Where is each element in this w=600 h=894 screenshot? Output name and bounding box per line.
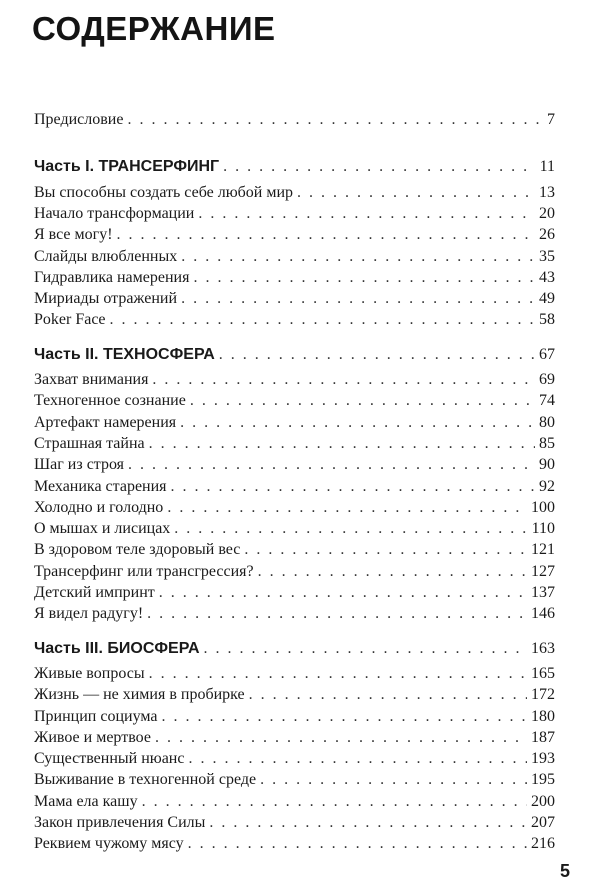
toc-entry-title: В здоровом теле здоровый вес [34,541,241,559]
toc-part-heading [34,639,555,659]
toc-entry-page: 49 [539,290,555,308]
toc-entry-page: 26 [539,226,555,244]
dot-leader [127,110,543,130]
toc-entry [34,685,555,705]
toc-entry-page: 43 [539,268,555,286]
toc-entry [34,604,555,624]
dot-leader [149,434,535,454]
toc-entry-page: 67 [539,345,555,363]
toc-entry-title: Закон привлечения Силы [34,814,206,831]
toc-part-heading [34,345,555,365]
toc-entry [34,664,555,684]
dot-leader [181,247,535,267]
toc-entry-page: 85 [539,434,555,452]
dot-leader [188,834,527,854]
toc-entry-page: 165 [531,664,555,682]
dot-leader [297,183,535,203]
toc-entry-page: 74 [539,392,555,410]
dot-leader [159,583,527,603]
dot-leader [162,707,528,727]
dot-leader [110,310,535,330]
toc-entry-title: Реквием чужому мясу [34,835,184,853]
dot-leader [174,519,527,539]
toc-entry-title: Выживание в техногенной среде [34,771,257,789]
toc-part-heading [34,157,555,177]
toc-entry-page: 127 [531,562,555,580]
toc-entry [34,770,555,790]
dot-leader [180,413,535,433]
toc-entry [34,583,555,603]
toc-entry [34,707,555,727]
toc-entry-page: 200 [531,792,555,810]
toc-entry-page: 172 [531,686,555,704]
toc-entry-title: Жизнь — не химия в пробирке [34,686,245,704]
toc-entry-page: 20 [539,204,555,222]
toc-entry [34,792,555,812]
dot-leader [244,540,527,560]
toc-entry-title: Захват внимания [34,371,149,388]
dot-leader [171,477,535,497]
toc-entry [34,310,555,330]
toc-entry-title: Техногенное сознание [34,392,186,410]
dot-leader [193,268,535,288]
toc-entry-title: Начало трансформации [34,204,195,222]
dot-leader [152,370,535,390]
toc-entry [34,477,555,497]
dot-leader [209,813,527,833]
toc-entry-title: Часть III. БИОСФЕРА [34,639,200,657]
toc-entry-title: Часть I. ТРАНСЕРФИНГ [34,158,220,176]
toc-entry-title: Живые вопросы [34,664,145,682]
dot-leader [155,728,527,748]
toc-entry-page: 121 [531,541,555,559]
toc-entry-title: Страшная тайна [34,434,145,452]
toc-entry-page: 11 [539,158,555,176]
toc-entry-page: 90 [539,456,555,474]
toc-entry [34,110,555,130]
toc-entry-title: Предисловие [34,111,124,128]
toc-entry-title: Я все могу! [34,226,113,244]
toc-entry [34,813,555,833]
toc-entry-page: 146 [531,605,555,623]
toc-entry-title: Я видел радугу! [34,605,144,623]
toc-entry-page: 13 [539,183,555,201]
toc-entry-title: Трансерфинг или трансгрессия? [34,562,254,580]
toc-entry [34,540,555,560]
toc-entry [34,519,555,539]
dot-leader [128,455,535,475]
toc-entry-title: Гидравлика намерения [34,268,190,286]
toc-entry [34,391,555,411]
toc-entry [34,289,555,309]
toc-entry-page: 110 [531,520,555,538]
toc-entry-title: Мама ела кашу [34,792,138,810]
dot-leader [142,792,527,812]
toc-entry-page: 92 [539,477,555,495]
dot-leader [249,685,527,705]
toc-entry-title: Существенный нюанс [34,750,185,768]
toc-entry-page: 69 [539,371,555,388]
toc-entry-page: 187 [531,728,555,746]
page-number: 5 [559,861,570,881]
toc-entry [34,247,555,267]
toc-entry-title: Слайды влюбленных [34,247,178,265]
toc-entry [34,562,555,582]
toc-entry-page: 207 [531,814,555,831]
toc-entry-page: 137 [531,584,555,601]
dot-leader [258,562,527,582]
toc-entry [34,268,555,288]
toc-entry-title: Вы способны создать себе любой мир [34,183,294,201]
toc-entry-page: 216 [531,835,555,853]
dot-leader [117,225,535,245]
dot-leader [198,204,535,224]
toc-entry-page: 100 [531,498,555,516]
toc-entry-title: Механика старения [34,477,167,495]
toc-entry [34,183,555,203]
toc-entry-page: 193 [531,750,555,768]
dot-leader [260,770,527,790]
dot-leader [147,604,527,624]
toc-entry-title: Живое и мертвое [34,728,151,746]
toc-entry-page: 80 [539,413,555,431]
toc-entry-title: О мышах и лисицах [34,520,171,538]
toc-entry-page: 180 [531,707,555,725]
toc-entry [34,370,555,390]
page-title: СОДЕРЖАНИЕ [32,10,276,47]
toc-entry [34,225,555,245]
toc-entry-title: Холодно и голодно [34,498,164,516]
toc-entry-title: Шаг из строя [34,456,125,474]
toc-entry-title: Мириады отражений [34,290,178,308]
toc-entry-title: Принцип социума [34,707,158,725]
toc-entry-title: Poker Face [34,311,106,329]
toc-entry-page: 7 [547,111,555,128]
toc-entry [34,413,555,433]
toc-entry [34,498,555,518]
dot-leader [167,498,527,518]
dot-leader [219,345,535,365]
dot-leader [190,391,535,411]
dot-leader [188,749,527,769]
toc-entry-title: Часть II. ТЕХНОСФЕРА [34,345,215,363]
dot-leader [181,289,535,309]
toc-entry-page: 58 [539,311,555,329]
toc-entry [34,834,555,854]
toc-entry [34,749,555,769]
toc-entry-page: 35 [539,247,555,265]
toc-entry [34,204,555,224]
toc-entry [34,434,555,454]
dot-leader [223,157,535,177]
toc-entry-title: Артефакт намерения [34,413,177,431]
toc-entry-page: 163 [531,639,555,657]
toc-entry [34,455,555,475]
dot-leader [149,664,527,684]
toc-entry [34,728,555,748]
dot-leader [204,639,527,659]
toc-entry-title: Детский импринт [34,584,155,601]
toc-entry-page: 195 [531,771,555,789]
